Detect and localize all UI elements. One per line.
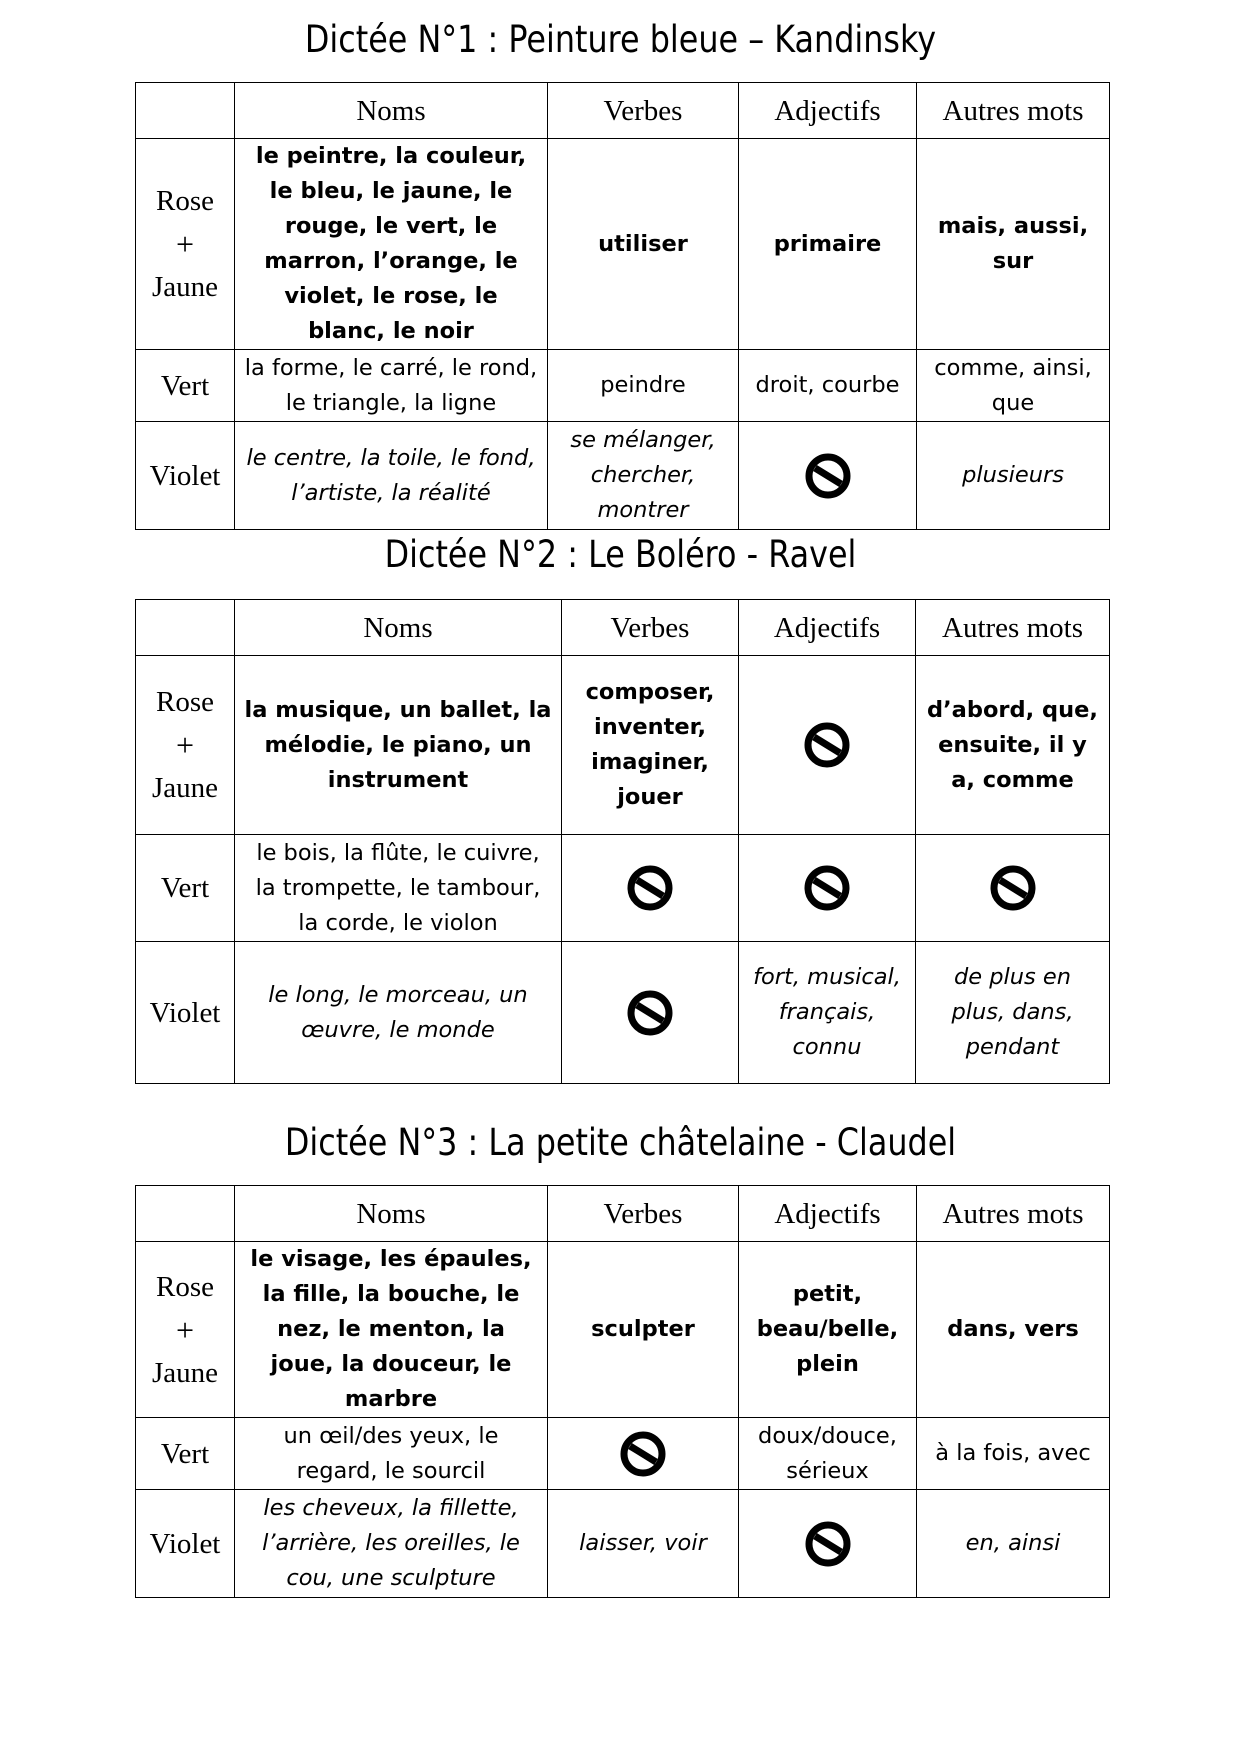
row-violet <box>136 1490 1110 1598</box>
row-violet <box>136 942 1110 1084</box>
dictee-2-table <box>135 599 1110 1084</box>
cell-noms: le long, le morceau, un œuvre, le monde <box>235 942 562 1084</box>
forbidden-icon <box>805 453 851 499</box>
header-adjectifs: Adjectifs <box>739 600 916 656</box>
forbidden-icon <box>990 865 1036 911</box>
cell-adjectifs: petit, beau/belle, plein <box>739 1242 917 1418</box>
cell-noms: le peintre, la couleur, le bleu, le jaune, le rouge, le vert, le marron, l’orange, le violet, le rose, le blanc, le noir <box>235 139 548 350</box>
header-verbes: Verbes <box>562 600 739 656</box>
row-vert <box>136 350 1110 422</box>
row-label-violet: Violet <box>136 1490 235 1598</box>
row-label-vert: Vert <box>136 835 235 942</box>
header-autres-mots: Autres mots <box>917 83 1110 139</box>
forbidden-icon <box>627 990 673 1036</box>
header-row <box>136 83 1110 139</box>
row-label-vert: Vert <box>136 1418 235 1490</box>
cell-adjectifs: fort, musical, français, connu <box>739 942 916 1084</box>
dictee-3-title: Dictée N°3 : La petite châtelaine - Claudel <box>284 1121 957 1164</box>
label-rose: Rose <box>156 1270 214 1303</box>
cell-verbes: sculpter <box>548 1242 739 1418</box>
row-label-rose-jaune <box>136 139 235 350</box>
cell-noms: le visage, les épaules, la fille, la bouche, le nez, le menton, la joue, la douceur, le marbre <box>235 1242 548 1418</box>
header-adjectifs: Adjectifs <box>739 1186 917 1242</box>
header-noms: Noms <box>235 600 562 656</box>
label-jaune: Jaune <box>151 271 219 303</box>
label-rose: Rose <box>156 185 214 217</box>
row-violet <box>136 422 1110 530</box>
forbidden-icon <box>804 865 850 911</box>
label-jaune: Jaune <box>151 772 219 804</box>
row-rose-jaune <box>136 139 1110 350</box>
header-row <box>136 1186 1110 1242</box>
cell-noms: la musique, un ballet, la mélodie, le piano, un instrument <box>235 656 562 835</box>
cell-verbes: composer, inventer, imaginer, jouer <box>562 656 739 835</box>
label-plus: + <box>175 226 195 262</box>
cell-adjectifs <box>739 1490 917 1598</box>
cell-autres-mots: en, ainsi <box>917 1490 1110 1598</box>
cell-noms: le centre, la toile, le fond, l’artiste, la réalité <box>235 422 548 530</box>
cell-autres-mots: de plus en plus, dans, pendant <box>916 942 1110 1084</box>
cell-verbes <box>548 1418 739 1490</box>
cell-noms: les cheveux, la fillette, l’arrière, les oreilles, le cou, une sculpture <box>235 1490 548 1598</box>
row-label-violet: Violet <box>136 942 235 1084</box>
cell-autres-mots: d’abord, que, ensuite, il y a, comme <box>916 656 1110 835</box>
cell-adjectifs: droit, courbe <box>739 350 917 422</box>
cell-verbes <box>562 942 739 1084</box>
cell-verbes: utiliser <box>548 139 739 350</box>
cell-adjectifs <box>739 835 916 942</box>
dictee-2-title: Dictée N°2 : Le Boléro - Ravel <box>384 533 857 576</box>
row-vert <box>136 1418 1110 1490</box>
label-plus: + <box>175 1311 195 1348</box>
cell-verbes: peindre <box>548 350 739 422</box>
header-autres-mots: Autres mots <box>917 1186 1110 1242</box>
cell-adjectifs: primaire <box>739 139 917 350</box>
forbidden-icon <box>805 1521 851 1567</box>
dictee-1-table <box>135 82 1110 530</box>
forbidden-icon <box>620 1431 666 1477</box>
label-rose: Rose <box>156 686 214 718</box>
header-autres-mots: Autres mots <box>916 600 1110 656</box>
header-noms: Noms <box>235 83 548 139</box>
row-label-rose-jaune <box>136 1242 235 1418</box>
row-rose-jaune <box>136 656 1110 835</box>
cell-verbes <box>562 835 739 942</box>
header-verbes: Verbes <box>548 1186 739 1242</box>
header-empty <box>136 1186 235 1242</box>
row-label-rose-jaune <box>136 656 235 835</box>
dictee-1-title: Dictée N°1 : Peinture bleue – Kandinsky <box>304 18 937 61</box>
header-adjectifs: Adjectifs <box>739 83 917 139</box>
forbidden-icon <box>804 722 850 768</box>
cell-adjectifs <box>739 422 917 530</box>
cell-autres-mots <box>916 835 1110 942</box>
cell-verbes: laisser, voir <box>548 1490 739 1598</box>
cell-noms: le bois, la flûte, le cuivre, la trompette, le tambour, la corde, le violon <box>235 835 562 942</box>
row-vert <box>136 835 1110 942</box>
header-empty <box>136 600 235 656</box>
header-empty <box>136 83 235 139</box>
dictee-3-table <box>135 1185 1110 1598</box>
cell-adjectifs: doux/douce, sérieux <box>739 1418 917 1490</box>
cell-autres-mots: dans, vers <box>917 1242 1110 1418</box>
label-jaune: Jaune <box>151 1356 219 1389</box>
header-noms: Noms <box>235 1186 548 1242</box>
cell-autres-mots: mais, aussi, sur <box>917 139 1110 350</box>
label-plus: + <box>175 727 195 763</box>
row-rose-jaune <box>136 1242 1110 1418</box>
header-row <box>136 600 1110 656</box>
header-verbes: Verbes <box>548 83 739 139</box>
cell-verbes: se mélanger, chercher, montrer <box>548 422 739 530</box>
cell-noms: un œil/des yeux, le regard, le sourcil <box>235 1418 548 1490</box>
cell-noms: la forme, le carré, le rond, le triangle, la ligne <box>235 350 548 422</box>
row-label-vert: Vert <box>136 350 235 422</box>
forbidden-icon <box>627 865 673 911</box>
cell-adjectifs <box>739 656 916 835</box>
cell-autres-mots: à la fois, avec <box>917 1418 1110 1490</box>
row-label-violet: Violet <box>136 422 235 530</box>
cell-autres-mots: plusieurs <box>917 422 1110 530</box>
cell-autres-mots: comme, ainsi, que <box>917 350 1110 422</box>
